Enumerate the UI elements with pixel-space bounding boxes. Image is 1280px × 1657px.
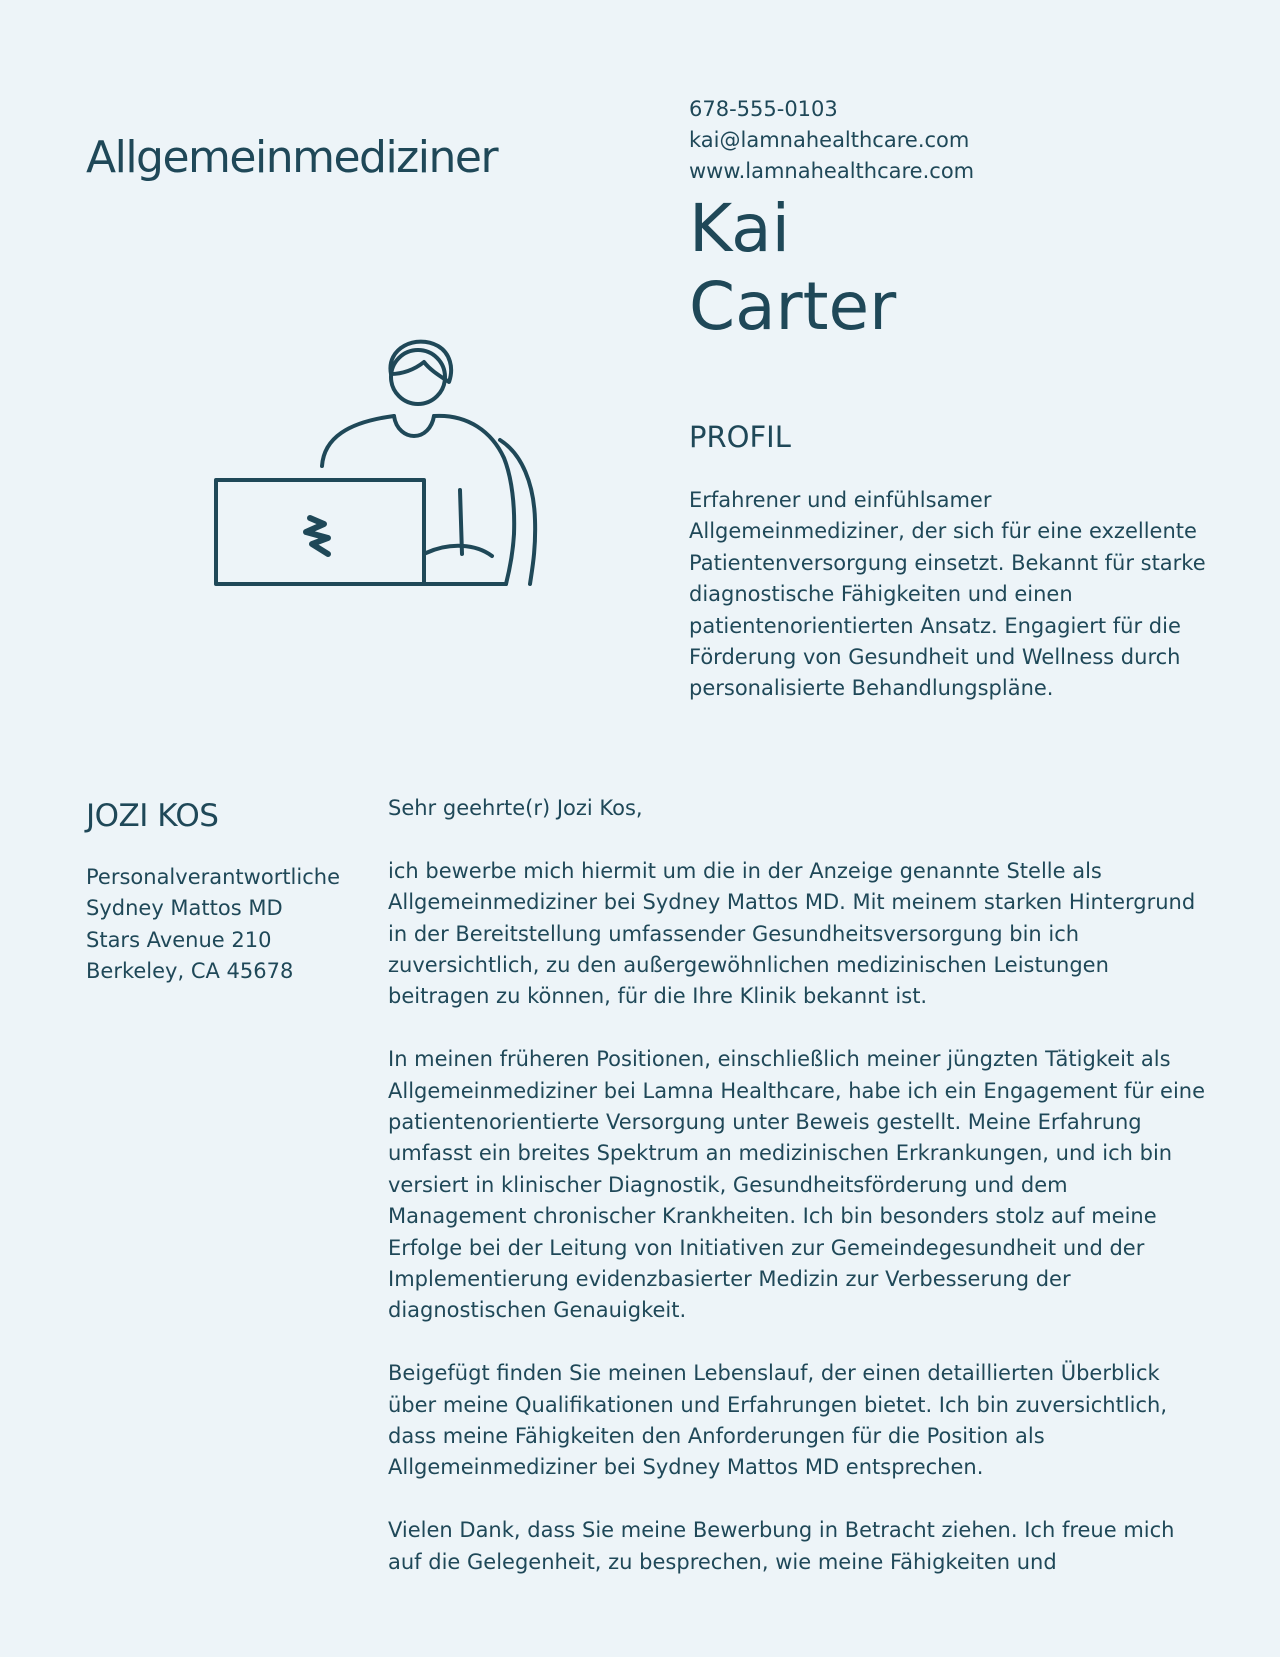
website-url: www.lamnahealthcare.com — [689, 159, 975, 183]
letter-paragraph: In meinen früheren Positionen, einschließlich meiner jüngzten Tätigkeit als Allgemeinmediziner bei Lamna Healthcare, habe ich ein Engagement für eine patientenorientierte Versorgung unter Beweis gestellt. Meine Erfahrung umfasst ein breites Spektrum an medizinischen Erkrankungen, und ich bin versiert in klinischer Diagnostik, Gesundheitsförderung und dem Management chronischer Krankheiten. Ich bin besonders stolz auf meine Erfolge bei der Leitung von Initiativen zur Gemeindegesundheit und der Implementierung evidenzbasierter Medizin zur Verbesserung der diagnostischen Genauigkeit. — [388, 1047, 1206, 1323]
recipient-city: Berkeley, CA 45678 — [86, 959, 294, 984]
recipient-street: Stars Avenue 210 — [86, 927, 272, 952]
letter-paragraph: Beigefügt finden Sie meinen Lebenslauf, der einen detaillierten Überblick über meine Qualifikationen und Erfahrungen bietet. Ich bin zuversichtlich, dass meine Fähigkeiten den Anforderungen für die Position als Allgemeinmediziner bei Sydney Mattos MD entsprechen. — [388, 1361, 1168, 1480]
letter-paragraph: ich bewerbe mich hiermit um die in der Anzeige genannte Stelle als Allgemeinmediziner bei Sydney Mattos MD. Mit meinem starken Hintergrund in der Bereitstellung umfassender Gesundheitsversorgung bin ich zuversichtlich, zu den außergewöhnlichen medizinischen Leistungen beitragen zu können, für die Ihre Klinik bekannt ist. — [388, 858, 1196, 1009]
collar-shape — [394, 416, 434, 436]
letter-salutation: Sehr geehrte(r) Jozi Kos, — [388, 796, 643, 820]
recipient-name: JOZI KOS — [86, 798, 219, 834]
job-title: Allgemeinmediziner — [86, 132, 498, 183]
profile-text: Erfahrener und einfühlsamer Allgemeinmediziner, der sich für eine exzellente Patientenversorgung einsetzt. Bekannt für starke diagnostische Fähigkeiten und einen patientenorientierten Ansatz. Engagiert für die Förderung von Gesundheit und Wellness durch personalisierte Behandlungspläne. — [689, 488, 1206, 701]
torso-shape — [322, 416, 514, 584]
first-name: Kai — [689, 190, 790, 267]
applicant-name — [689, 190, 896, 346]
forearm-shape — [426, 546, 492, 556]
phone-number: 678-555-0103 — [689, 97, 838, 121]
profile-heading: PROFIL — [689, 420, 791, 454]
recipient-address — [86, 862, 340, 988]
letter-body — [388, 793, 1208, 1609]
person-at-laptop-icon — [200, 330, 550, 600]
recipient-company: Sydney Mattos MD — [86, 896, 283, 921]
laptop-logo — [306, 518, 328, 554]
contact-info — [689, 94, 974, 187]
last-name: Carter — [689, 268, 897, 345]
head-shape — [391, 350, 445, 404]
recipient-role: Personalverantwortliche — [86, 865, 340, 889]
email-address: kai@lamnahealthcare.com — [689, 128, 970, 152]
letter-paragraph: Vielen Dank, dass Sie meine Bewerbung in Betracht ziehen. Ich freue mich auf die Gelegenheit, zu besprechen, wie meine Fähigkeiten und — [388, 1518, 1175, 1574]
laptop-shape — [216, 480, 424, 584]
